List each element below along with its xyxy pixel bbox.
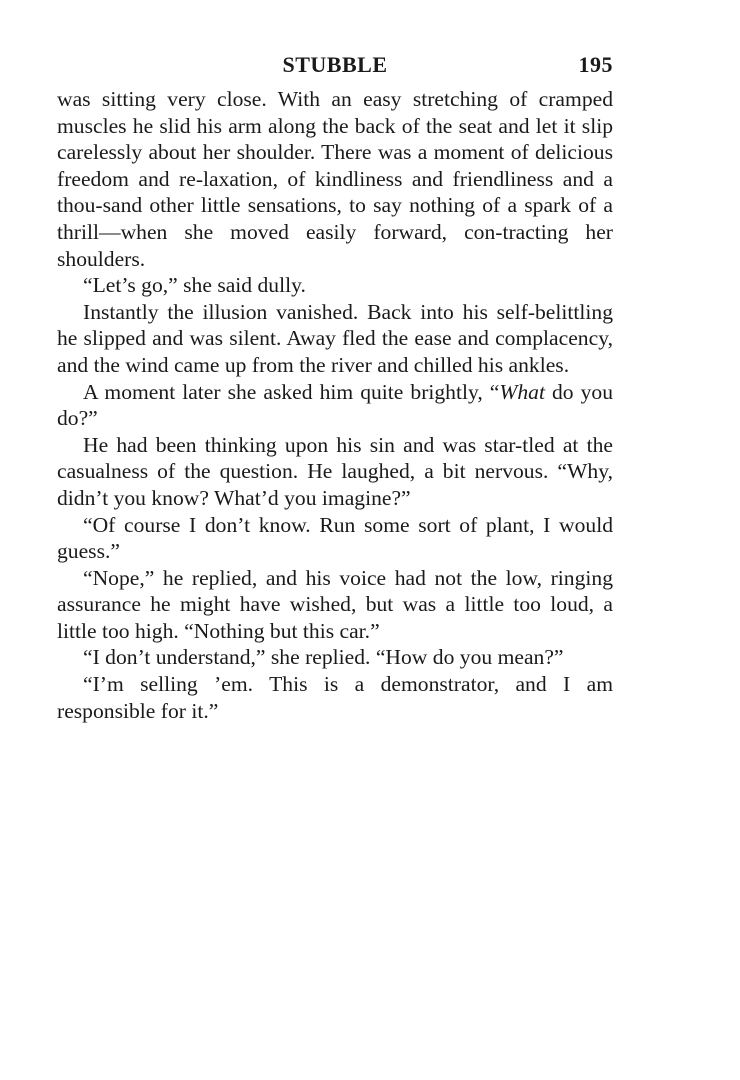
running-title: STUBBLE (282, 52, 388, 77)
paragraph: “I don’t understand,” she replied. “How do you mean?” (83, 645, 564, 670)
paragraph: He had been thinking upon his sin and was star-tled at the casualness of the question. He laughed, a bit nervous. “Why, didn’t you know? What’d you imagine?” (57, 432, 613, 510)
paragraph: “I’m selling ’em. This is a demonstrator, and I am responsible for it.” (57, 672, 613, 723)
paragraph: “Nope,” he replied, and his voice had not the low, ringing assurance he might have wished, but was a little too loud, a little too high. “Nothing but this car.” (57, 565, 613, 643)
paragraph (57, 379, 613, 432)
paragraph-text: do you do?” (57, 379, 613, 431)
text-body (57, 86, 613, 724)
paragraph: Instantly the illusion vanished. Back into his self-belittling he slipped and was silent. Away fled the ease and complacency, and the wind came up from the river and chilled his ankles. (57, 299, 613, 377)
emphasized-word: What (499, 379, 545, 404)
book-page (57, 52, 613, 724)
page-number: 195 (578, 52, 613, 77)
running-head (57, 52, 613, 86)
paragraph-text: A moment later she asked him quite brightly, “ (83, 379, 500, 404)
paragraph: “Let’s go,” she said dully. (83, 273, 306, 298)
paragraph: “Of course I don’t know. Run some sort of plant, I would guess.” (57, 512, 613, 564)
paragraph-continuation: was sitting very close. With an easy stretching of cramped muscles he slid his arm along the back of the seat and let it slip carelessly about her shoulder. There was a moment of delicious freedom and re-laxation, of kindliness and friendliness and a thou-sand other little sensations, to say nothing of a spark of a thrill—when she moved easily forward, con-tracting her shoulders. (57, 87, 613, 271)
